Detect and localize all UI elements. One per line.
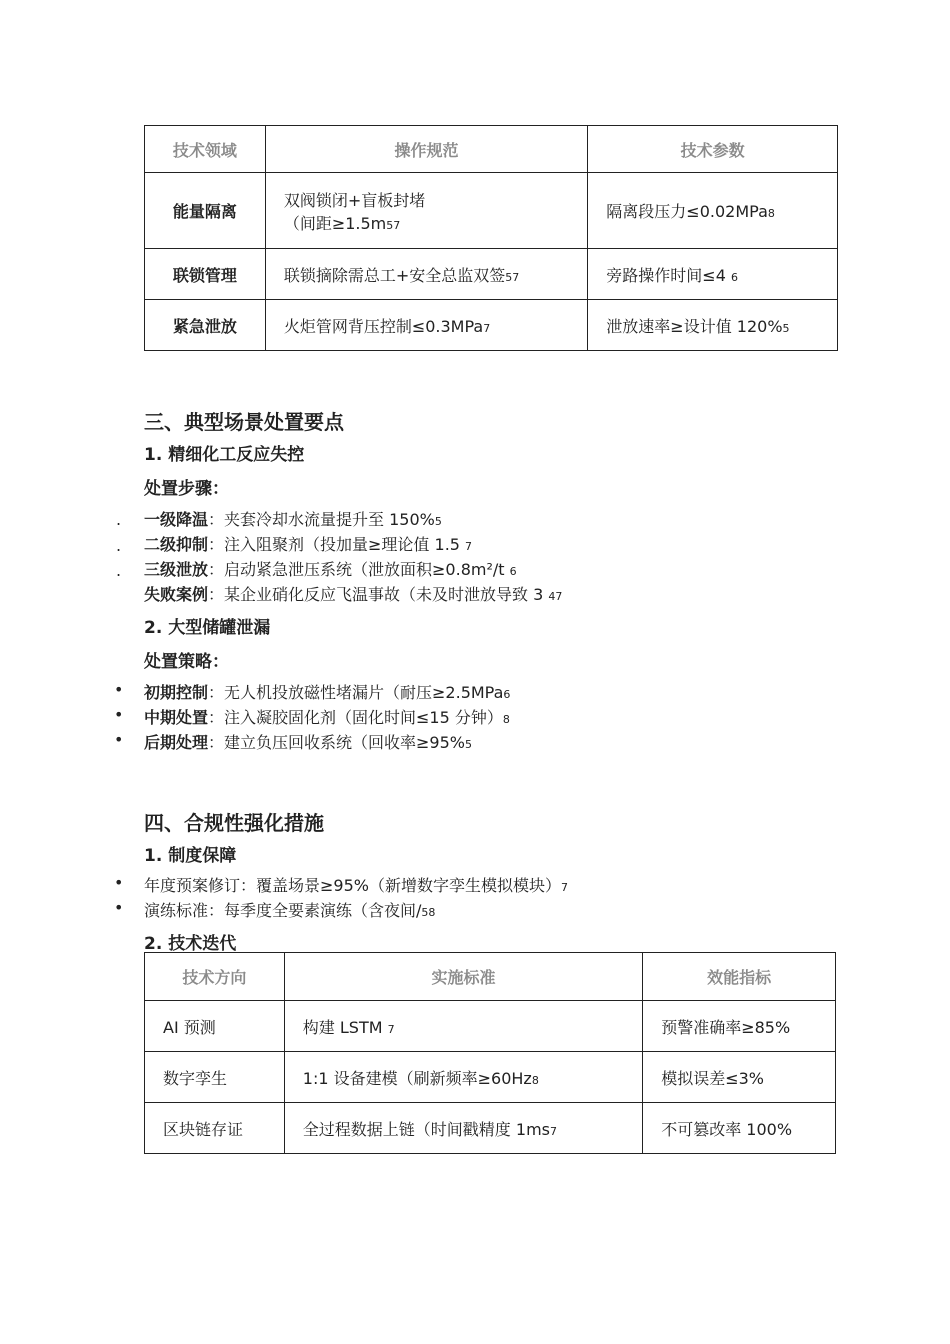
row-param [588, 300, 838, 351]
row-standard [284, 1103, 642, 1154]
reference-number: 57 [505, 270, 520, 284]
strategy-item [144, 730, 472, 753]
reference-number: 7 [560, 881, 568, 894]
spec-text: 火炬管网背压控制≤0.3MPa [283, 316, 484, 336]
bullet-icon: • [114, 705, 124, 724]
policy-item [144, 898, 435, 921]
bullet-icon: • [114, 898, 124, 917]
strategy-text: ：建立负压回收系统（回收率≥95% [208, 733, 465, 752]
spec-line-2 [284, 211, 569, 234]
row-field: 紧急泄放 [145, 300, 266, 351]
spec-text: 联锁摘除需总工+安全总监双签 [283, 265, 506, 285]
table-header: 实施标准 [284, 953, 642, 1001]
technical-table-2 [144, 952, 836, 1154]
reference-number: 7 [387, 1022, 395, 1036]
dot-bullet: . [116, 536, 122, 555]
table-header-row [145, 953, 836, 1001]
bullet-icon: • [114, 680, 124, 699]
section-4-title: 四、合规性强化措施 [144, 811, 324, 835]
table-header: 技术方向 [145, 953, 285, 1001]
reference-number: 58 [421, 906, 436, 919]
bullet-icon: • [114, 730, 124, 749]
step-text: ：某企业硝化反应飞温事故（未及时泄放导致 3 [208, 585, 549, 604]
table-row [145, 300, 838, 351]
reference-number: 6 [503, 688, 511, 701]
strategy-item [144, 705, 510, 728]
table-header: 操作规范 [265, 126, 587, 173]
step-item [144, 582, 562, 605]
reference-number: 8 [531, 1073, 539, 1087]
row-param [588, 173, 838, 249]
param-text: 泄放速率≥设计值 120% [606, 316, 783, 336]
row-field: 能量隔离 [145, 173, 266, 249]
reference-number: 6 [509, 565, 517, 578]
reference-number: 7 [465, 540, 473, 553]
row-param [588, 249, 838, 300]
table-row [145, 1052, 836, 1103]
step-text: ：注入阻聚剂（投加量≥理论值 1.5 [208, 535, 466, 554]
row-kpi: 不可篡改率 100% [643, 1103, 836, 1154]
step-text: ：启动紧急泄压系统（泄放面积≥0.8m²/t [208, 560, 510, 579]
reference-number: 8 [502, 713, 510, 726]
section-3-sub-1: 1. 精细化工反应失控 [144, 445, 305, 465]
section-4-sub-2: 2. 技术迭代 [144, 934, 237, 954]
row-standard [284, 1001, 642, 1052]
reference-number: 7 [483, 321, 491, 335]
step-text: ：夹套冷却水流量提升至 150% [208, 510, 435, 529]
technical-table-1 [144, 125, 838, 351]
step-item [144, 557, 517, 580]
table-row [145, 249, 838, 300]
policy-item [144, 873, 568, 896]
row-direction: 数字孪生 [145, 1052, 285, 1103]
row-spec [265, 249, 587, 300]
strategy-text: ：注入凝胶固化剂（固化时间≤15 分钟） [208, 708, 503, 727]
reference-number: 5 [782, 321, 790, 335]
table-row [145, 1103, 836, 1154]
step-item [144, 532, 472, 555]
row-kpi: 模拟误差≤3% [643, 1052, 836, 1103]
bullet-icon: • [114, 873, 124, 892]
strategy-key: 后期处理 [144, 733, 209, 752]
reference-number: 57 [386, 218, 401, 232]
section-3-sub-2: 2. 大型储罐泄漏 [144, 618, 271, 638]
dot-bullet: . [116, 561, 122, 580]
dot-bullet: . [116, 510, 122, 529]
table-row [145, 173, 838, 249]
row-spec [265, 300, 587, 351]
step-key: 二级抑制 [144, 535, 209, 554]
row-field: 联锁管理 [145, 249, 266, 300]
policy-text: 演练标准：每季度全要素演练（含夜间/ [144, 901, 422, 920]
policy-text: 年度预案修订：覆盖场景≥95%（新增数字孪生模拟模块） [144, 876, 561, 895]
spec-line-1: 双阀锁闭+盲板封堵 [283, 190, 426, 210]
table-row [145, 1001, 836, 1052]
strategy-key: 初期控制 [144, 683, 209, 702]
section-4-sub-1: 1. 制度保障 [144, 846, 237, 866]
step-key: 一级降温 [144, 510, 209, 529]
row-standard [284, 1052, 642, 1103]
table-header: 技术领域 [145, 126, 266, 173]
table-header-row [145, 126, 838, 173]
row-direction: 区块链存证 [145, 1103, 285, 1154]
standard-text: 构建 LSTM [302, 1017, 388, 1037]
row-direction: AI 预测 [145, 1001, 285, 1052]
standard-text: 1:1 设备建模（刷新频率≥60Hz [302, 1068, 532, 1088]
param-text: 旁路操作时间≤4 [606, 265, 731, 285]
strategy-item [144, 680, 510, 703]
row-kpi: 预警准确率≥85% [643, 1001, 836, 1052]
reference-number: 7 [550, 1124, 557, 1138]
standard-text: 全过程数据上链（时间戳精度 1ms [302, 1119, 550, 1139]
spec-line-2-text: （间距≥1.5m [283, 213, 387, 233]
strategy-label: 处置策略： [144, 652, 229, 672]
reference-number: 5 [434, 515, 442, 528]
step-item [144, 507, 442, 530]
step-key: 三级泄放 [144, 560, 209, 579]
table-header: 效能指标 [643, 953, 836, 1001]
steps-label: 处置步骤： [144, 479, 229, 499]
row-spec [265, 173, 587, 249]
step-key: 失败案例 [144, 585, 209, 604]
strategy-text: ：无人机投放磁性堵漏片（耐压≥2.5MPa [208, 683, 504, 702]
table-header: 技术参数 [588, 126, 838, 173]
reference-number: 8 [767, 207, 775, 220]
reference-number: 5 [465, 738, 472, 751]
reference-number: 6 [730, 270, 738, 284]
param-text: 隔离段压力≤0.02MPa [606, 202, 768, 221]
section-3-title: 三、典型场景处置要点 [144, 410, 344, 434]
strategy-key: 中期处置 [144, 708, 209, 727]
reference-number: 47 [548, 590, 563, 603]
